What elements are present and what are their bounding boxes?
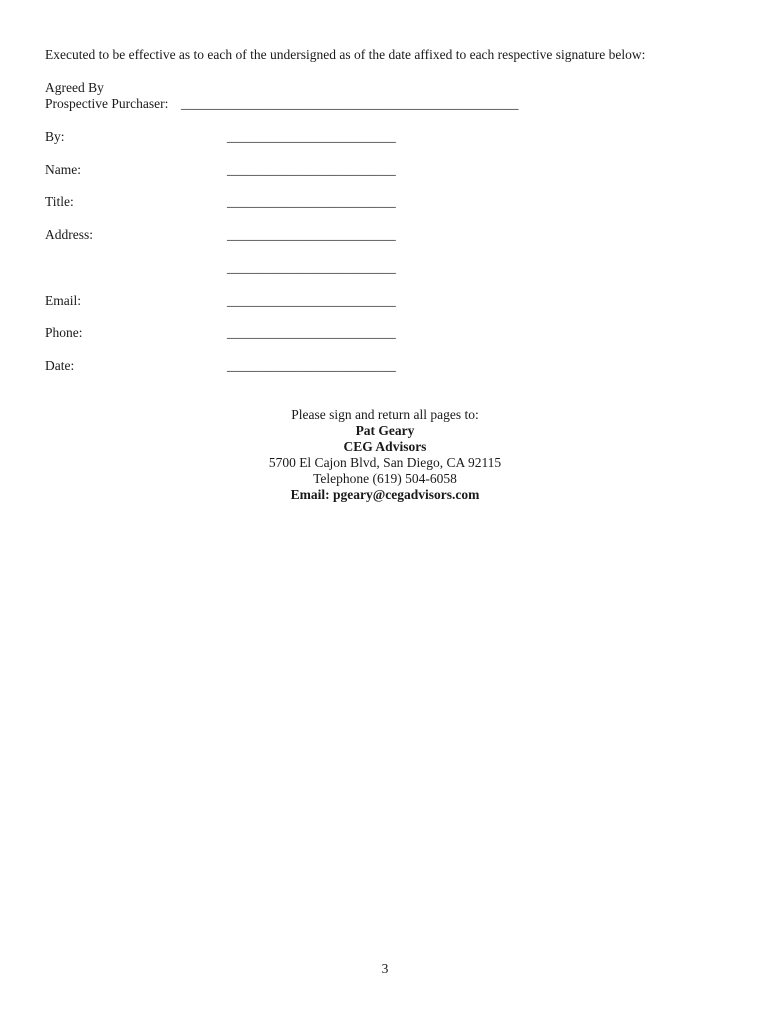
- phone-label: Phone:: [45, 325, 83, 340]
- by-label: By:: [45, 129, 65, 144]
- date-label: Date:: [45, 358, 75, 373]
- return-instruction-text: Please sign and return all pages to:: [291, 407, 479, 422]
- by-field[interactable]: _________________________: [227, 129, 396, 144]
- phone-field[interactable]: _________________________: [227, 325, 396, 340]
- title-label: Title:: [45, 194, 74, 209]
- email-field[interactable]: _________________________: [227, 293, 396, 308]
- title-field[interactable]: _________________________: [227, 194, 396, 209]
- company-name: CEG Advisors: [343, 439, 427, 454]
- email-label: Email:: [45, 293, 81, 308]
- prospective-purchaser-label: Prospective Purchaser:: [45, 96, 169, 111]
- name-field[interactable]: _________________________: [227, 162, 396, 177]
- address-field[interactable]: _________________________: [227, 227, 396, 242]
- date-field[interactable]: _________________________: [227, 358, 396, 373]
- return-instructions: [0, 407, 770, 503]
- company-address: 5700 El Cajon Blvd, San Diego, CA 92115: [268, 455, 502, 470]
- contact-name: Pat Geary: [355, 423, 415, 438]
- contact-email: Email: pgeary@cegadvisors.com: [290, 487, 480, 502]
- address-label: Address:: [45, 227, 93, 242]
- intro-statement: Executed to be effective as to each of the undersigned as of the date affixed to each respective signature below:: [45, 47, 646, 62]
- name-label: Name:: [45, 162, 81, 177]
- page-number: 3: [381, 961, 389, 976]
- company-telephone: Telephone (619) 504-6058: [313, 471, 457, 486]
- address-field-line-2[interactable]: _________________________: [227, 260, 396, 275]
- prospective-purchaser-signature-line[interactable]: __________________________________________________: [181, 96, 519, 111]
- agreed-by-heading: Agreed By: [45, 80, 104, 95]
